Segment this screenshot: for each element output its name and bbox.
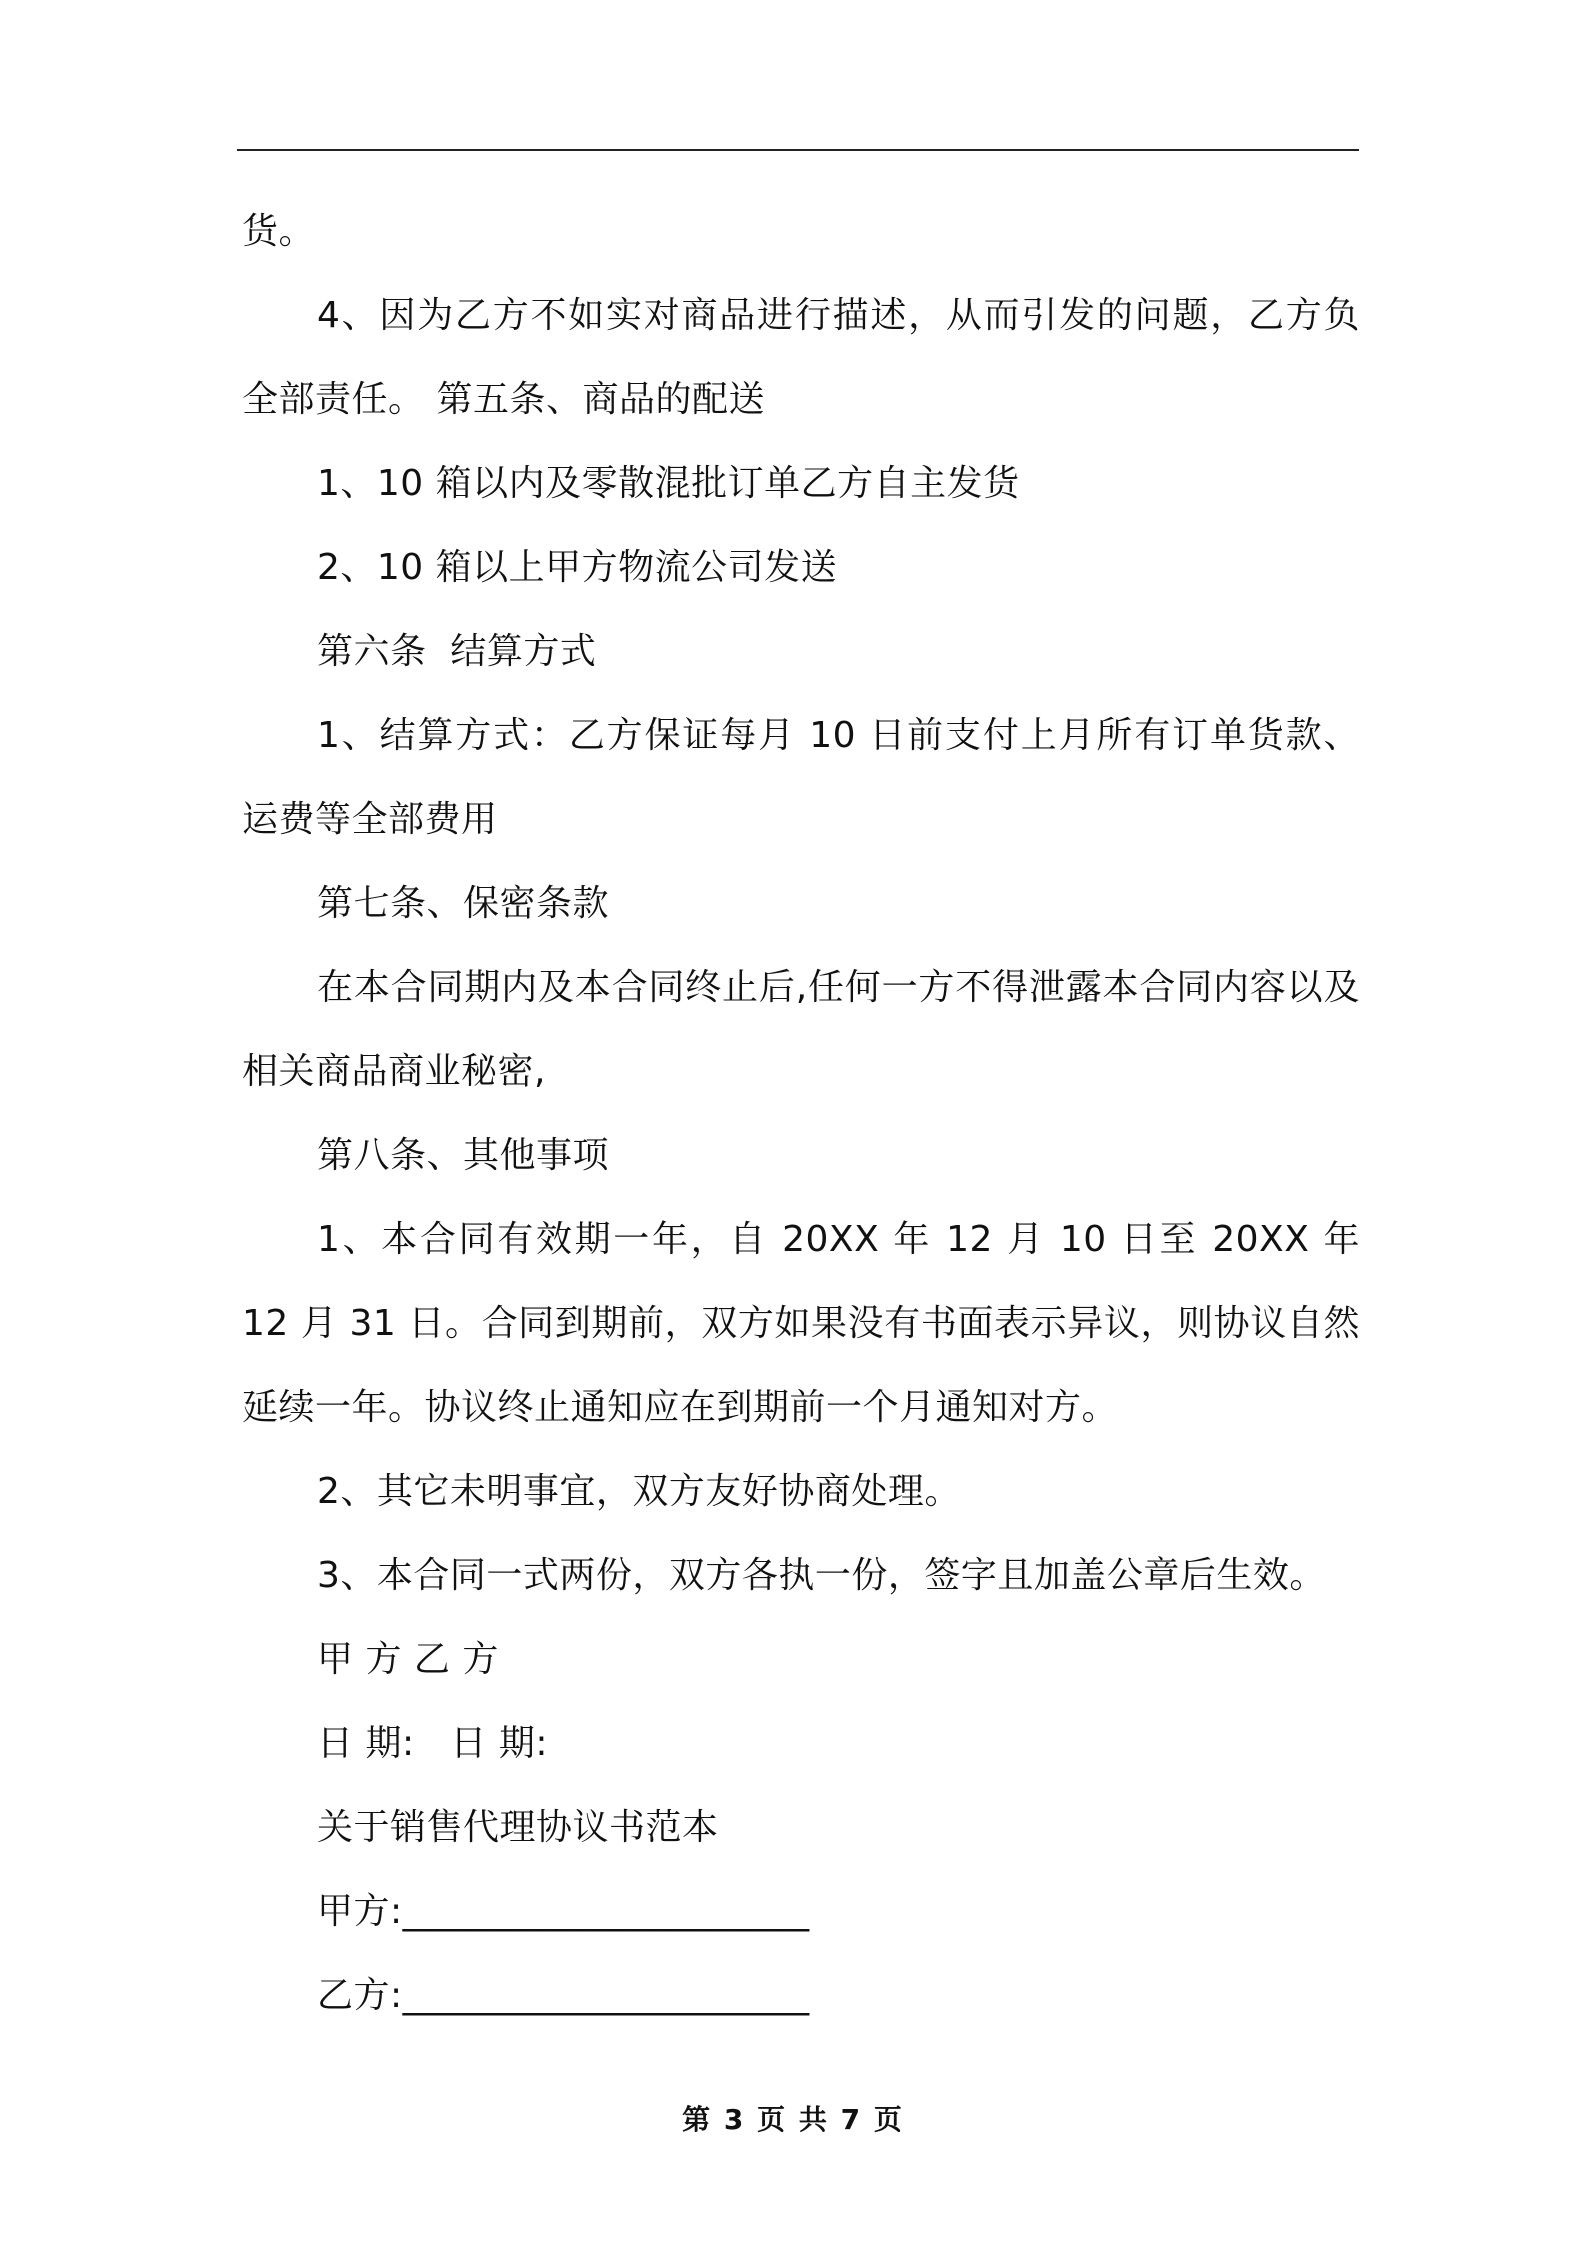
paragraph-other-3: 3、本合同一式两份，双方各执一份，签字且加盖公章后生效。 [317, 1555, 1326, 1596]
signature-parties: 甲 方 乙 方 [317, 1639, 499, 1680]
section-heading-7: 第七条、保密条款 [317, 883, 610, 924]
paragraph-other-1: 1、本合同有效期一年，自 20XX 年 12 月 10 日至 20XX 年 12 月 31 日。合同到期前，双方如果没有书面表示异议，则协议自然延续一年。协议终止通知应在到期前一个月通知对方。 [242, 1219, 1372, 1428]
paragraph-delivery-1: 1、10 箱以内及零散混批订单乙方自主发货 [317, 463, 1020, 504]
new-document-title: 关于销售代理协议书范本 [317, 1807, 719, 1848]
paragraph-other-2: 2、其它未明事宜，双方友好协商处理。 [317, 1471, 961, 1512]
paragraph-clause-4: 4、因为乙方不如实对商品进行描述，从而引发的问题，乙方负全部责任。 第五条、商品的配送 [242, 295, 1360, 420]
party-a-line: 甲方:______________________ [317, 1891, 810, 1932]
party-b-line: 乙方:______________________ [317, 1975, 810, 2016]
paragraph-settlement-1: 1、结算方式：乙方保证每月 10 日前支付上月所有订单货款、运费等全部费用 [242, 715, 1360, 840]
paragraph-continuation: 货。 [242, 211, 316, 252]
paragraph-delivery-2: 2、10 箱以上甲方物流公司发送 [317, 547, 838, 588]
header-rule [237, 149, 1359, 151]
document-body [242, 190, 1372, 2038]
paragraph-confidentiality: 在本合同期内及本合同终止后,任何一方不得泄露本合同内容以及相关商品商业秘密, [242, 967, 1360, 1092]
section-heading-6: 第六条 结算方式 [317, 631, 597, 672]
section-heading-8: 第八条、其他事项 [317, 1135, 610, 1176]
page-number: 第 3 页 共 7 页 [682, 2103, 904, 2136]
signature-dates: 日 期: 日 期: [317, 1723, 548, 1764]
